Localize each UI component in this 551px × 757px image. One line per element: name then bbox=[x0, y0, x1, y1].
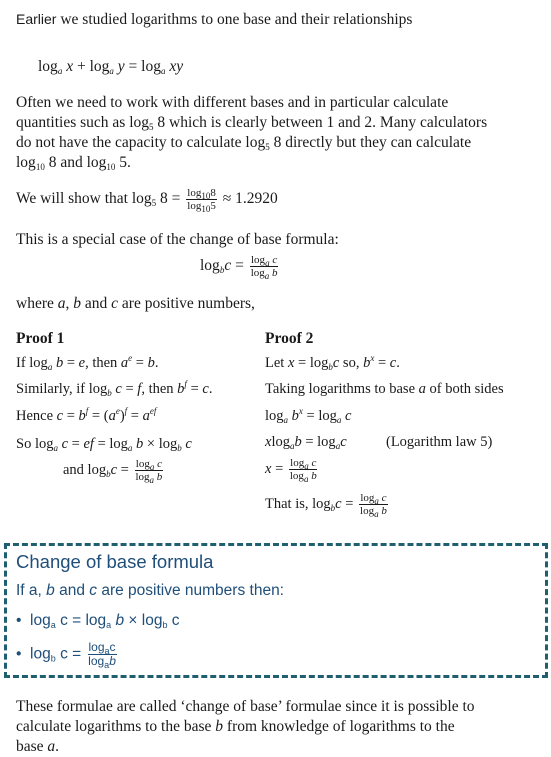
proof1-line4: So $\log_a c$ = ef = $\log_a b \times \log_b c$ bbox=[16, 436, 192, 453]
proof2-title: Proof 2 bbox=[265, 330, 314, 347]
para1-line4: $\log_{10} 8$ and $\log_{10} 5$. bbox=[16, 154, 131, 172]
proof1-line3: Hence $c = b^f = (a^e)^f = a^{ef}$ bbox=[16, 406, 157, 424]
box-border-bottom bbox=[4, 675, 548, 678]
show-fraction: $\frac{\log_{10}8}{\log_{10}5}$ bbox=[187, 187, 216, 214]
para1-line3: do not have the capacity to calculate $\log_5 8$ directly but they can calculate bbox=[16, 134, 472, 152]
proof2-line6: That is, $\log_bc$ = $\frac{\log_a c}{\log_a b}$ bbox=[265, 492, 387, 519]
box-bullet2: • $\log_b c$ = $\frac{\log_ac}{\log_ab}$ bbox=[16, 640, 116, 670]
box-title: Change of base formula bbox=[16, 551, 214, 572]
proof2-line5: x = $\frac{\log_a c}{\log_a b}$ bbox=[265, 457, 317, 484]
show-line: We will show that $\log_5 8$ = $\frac{\log_{10}8}{\log_{10}5}$ ≈ 1.2920 bbox=[16, 187, 278, 214]
proof2-line1: Let $x = \log_bc$ so, $b^x = c$. bbox=[265, 353, 400, 372]
box-border-top bbox=[4, 543, 548, 546]
log-product-rule: $\log_a x + \log_a y = \log_a$ xy bbox=[38, 58, 184, 76]
proof2-note: (Logarithm law 5) bbox=[386, 434, 493, 450]
proof2-line3: $\log_a b^x = \log_a c$ bbox=[265, 406, 352, 425]
closing-line2: calculate logarithms to the base b from knowledge of logarithms to the bbox=[16, 718, 455, 735]
box-intro: If a, b and c are positive numbers then: bbox=[16, 582, 284, 599]
closing-line3: base a. bbox=[16, 738, 60, 755]
proof2-line4: $xlog_ab = \log_ac$ bbox=[265, 434, 347, 451]
where-text: where a, b and c are positive numbers, bbox=[16, 295, 255, 312]
box-border-left bbox=[4, 543, 7, 678]
proof1-title: Proof 1 bbox=[16, 330, 65, 347]
intro-earlier: Earlier bbox=[16, 11, 57, 27]
proof1-line2: Similarly, if $\log_b c = f$, then $b^f = c$. bbox=[16, 379, 213, 398]
proof2-line2: Taking logarithms to base a of both sides bbox=[265, 381, 504, 397]
proof1-line1: If $\log_a b = e$, then $a^e = b$. bbox=[16, 353, 159, 372]
intro-line bbox=[16, 9, 412, 30]
change-of-base-formula: $\log_bc$ = $\frac{\log_a c}{\log_a b}$ bbox=[200, 254, 278, 281]
box-border-right bbox=[545, 543, 548, 678]
box-bullet1: • $\log_a c = \log_a b \times \log_b c$ bbox=[16, 612, 180, 630]
special-case-text: This is a special case of the change of base formula: bbox=[16, 231, 339, 248]
para1-line2: quantities such as $\log_5 8$ which is clearly between 1 and 2. Many calculators bbox=[16, 114, 488, 132]
closing-line1: These formulae are called ‘change of base’ formulae since it is possible to bbox=[16, 698, 475, 715]
proof1-line5: and $\log_bc$ = $\frac{\log_a c}{\log_a b}$ bbox=[63, 458, 163, 485]
intro-rest: we studied logarithms to one base and their relationships bbox=[60, 11, 413, 28]
para1-line1: Often we need to work with different bases and in particular calculate bbox=[16, 94, 449, 111]
